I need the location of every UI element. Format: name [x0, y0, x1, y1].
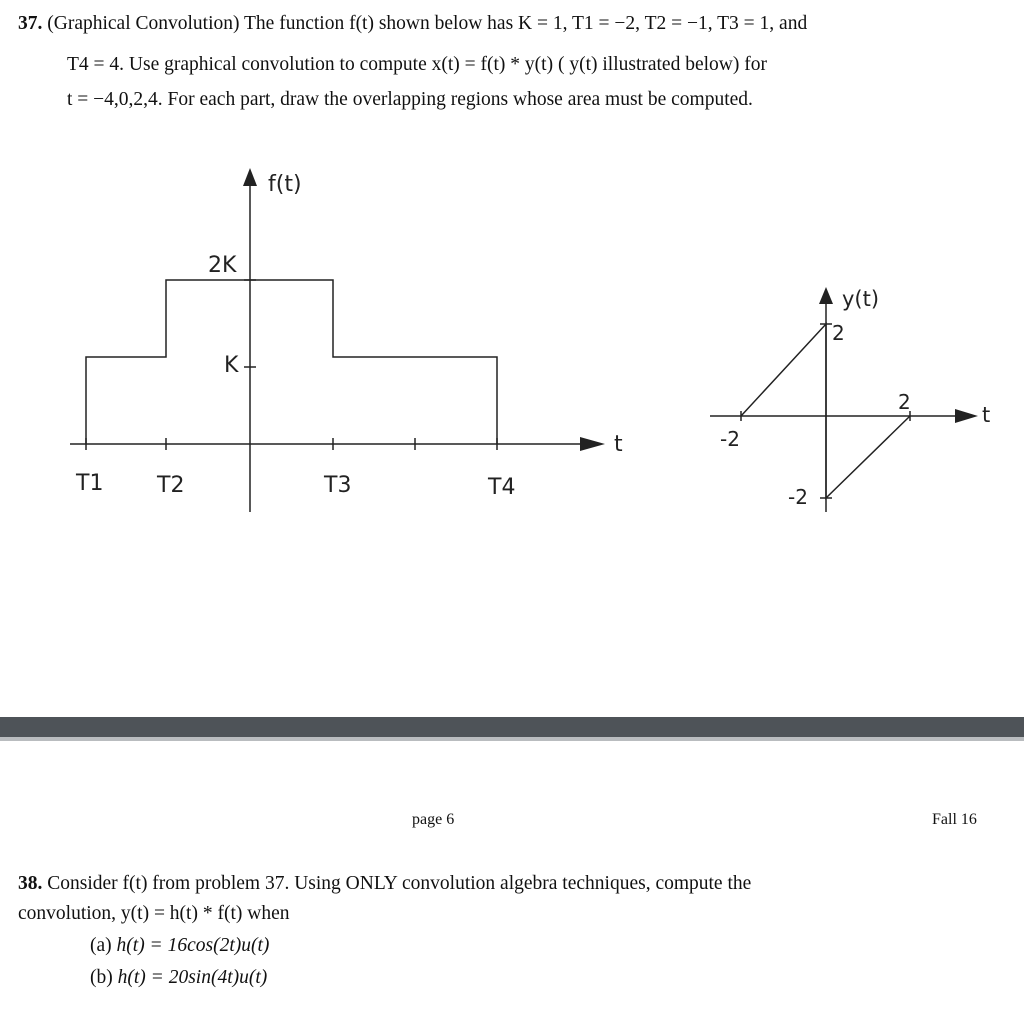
part-a-expression: h(t) = 16cos(2t)u(t): [116, 935, 270, 956]
part-b-label: (b): [90, 967, 113, 988]
f-tick-t2: T2: [157, 473, 185, 498]
f-title: f(t): [268, 172, 302, 197]
y-label-top: 2: [832, 321, 845, 345]
page-divider: [0, 717, 1024, 737]
f-level-high: 2K: [208, 253, 237, 278]
problem-37-text-1: (Graphical Convolution) The function f(t) shown below has K = 1, T1 = −2, T2 = −1, T3 = 1, and: [47, 13, 808, 34]
problem-38-text-1: Consider f(t) from problem 37. Using ONLY convolution algebra techniques, compute the: [47, 873, 752, 894]
part-b-expression: h(t) = 20sin(4t)u(t): [117, 967, 268, 988]
problem-38-part-a: [90, 934, 269, 958]
f-tick-t1: T1: [76, 471, 104, 496]
y-label-left: -2: [720, 427, 740, 451]
f-pulse-outline: [86, 280, 497, 444]
f-t-plot: [70, 183, 585, 512]
f-tick-t3: T3: [324, 473, 352, 498]
f-arrow-up-icon: [243, 168, 257, 186]
f-tick-t4: T4: [488, 475, 516, 500]
y-arrow-up-icon: [819, 287, 833, 304]
y-label-right: 2: [898, 390, 911, 414]
problem-37-line-3: t = −4,0,2,4. For each part, draw the overlapping regions whose area must be computed.: [67, 89, 753, 110]
problem-37-line-1: [18, 12, 807, 36]
y-label-bottom: -2: [788, 485, 808, 509]
y-title: y(t): [842, 287, 880, 311]
term-label: Fall 16: [932, 811, 977, 828]
problem-38-line-2: convolution, y(t) = h(t) * f(t) when: [18, 903, 290, 924]
problem-38-number: 38.: [18, 873, 43, 894]
f-axis-label: t: [614, 432, 623, 457]
page-divider-shadow: [0, 737, 1024, 741]
y-axis-label: t: [982, 403, 991, 427]
f-level-low: K: [224, 353, 239, 378]
page-number: page 6: [412, 811, 455, 828]
y-arrow-right-icon: [955, 409, 978, 423]
problem-38-line-1: [18, 872, 751, 896]
problem-37-number: 37.: [18, 13, 43, 34]
f-arrow-right-icon: [580, 437, 605, 451]
y-sawtooth-line: [741, 324, 910, 498]
part-a-label: (a): [90, 935, 112, 956]
problem-37-line-2: T4 = 4. Use graphical convolution to compute x(t) = f(t) * y(t) ( y(t) illustrated below) for: [67, 54, 767, 75]
figure-area: [0, 130, 1024, 530]
problem-38-part-b: [90, 966, 267, 990]
